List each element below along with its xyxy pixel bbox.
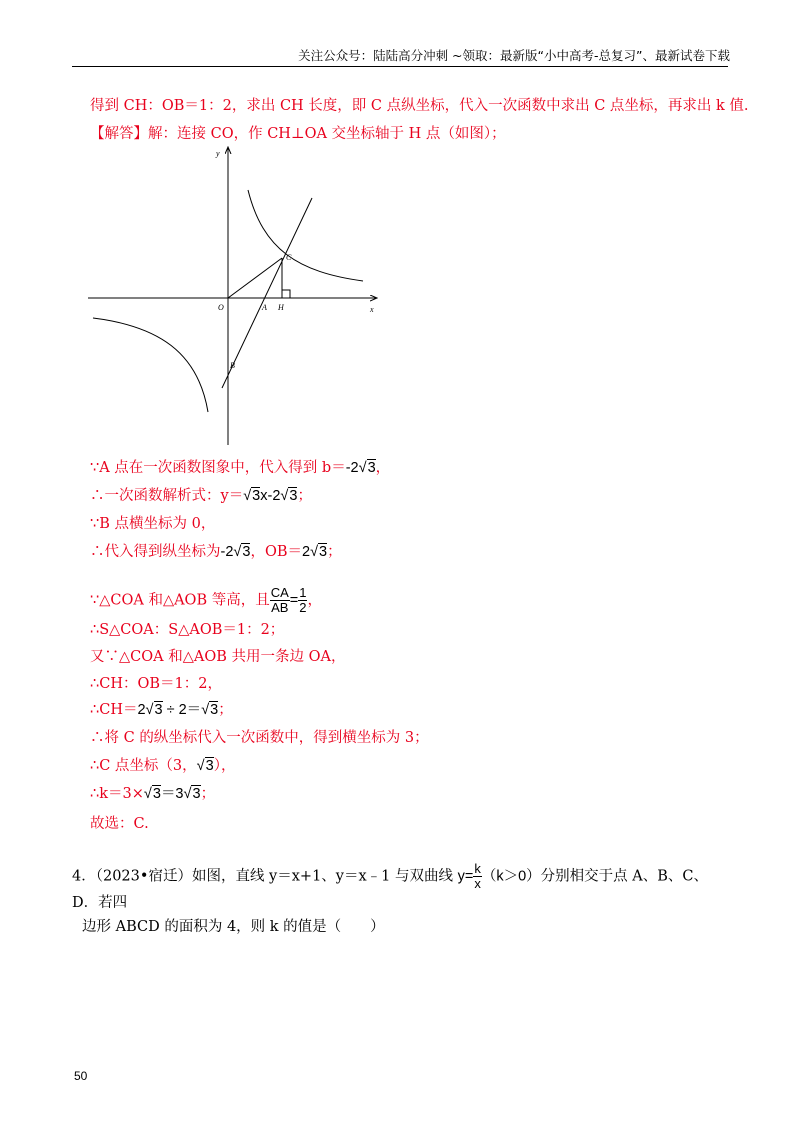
step-9: ∴CH＝2√3 ÷ 2＝√3；: [90, 702, 233, 718]
step-10: ∴将 C 的纵坐标代入一次函数中，得到横坐标为 3；: [90, 730, 429, 746]
function-graph: [88, 140, 388, 450]
fraction-k-over-x: $\frac{k}{x}$: [474, 861, 481, 891]
step-11: ∴C 点坐标（3，√3），: [90, 758, 236, 774]
label-C: C: [286, 253, 292, 262]
solution-line-1: 得到 CH：OB＝1：2，求出 CH 长度，即 C 点纵坐标，代入一次函数中求出 C 点坐标，再求出 k 值.: [90, 98, 749, 114]
step-13: 故选：C.: [90, 816, 149, 832]
fraction-one-half: $\frac{1}{2}$: [299, 585, 307, 615]
question-4: 4．（2023•宿迁）如图，直线 y＝x+1、y＝x﹣1 与双曲线 y= $\frac{k}{x}$ （k＞0）分别相交于点 A、B、C、D．若四 边形 ABCD 的面积为 4，则 k 的值是（ ）: [72, 861, 708, 935]
header-divider: [72, 66, 728, 67]
step-2: ∴一次函数解析式：y＝√3x-2√3；: [90, 488, 312, 504]
step-4: ∴代入得到纵坐标为-2√3，OB＝2√3；: [90, 544, 342, 560]
solution-line-2: 【解答】解：连接 CO，作 CH⊥OA 交坐标轴于 H 点（如图）；: [90, 126, 506, 142]
label-B: B: [230, 361, 235, 370]
fraction-ca-ab: $\frac{CA}{AB}$: [270, 585, 289, 615]
label-H: H: [278, 303, 284, 312]
step-12: ∴k＝3×√3＝3√3；: [90, 786, 216, 802]
label-A: A: [262, 303, 267, 312]
hyperbola-branch-2: [93, 318, 208, 412]
page-number: 50: [74, 1069, 88, 1083]
label-x: x: [370, 305, 374, 314]
label-O: O: [218, 303, 224, 312]
right-angle-mark: [282, 290, 290, 298]
step-6: ∴S△COA：S△AOB＝1：2；: [90, 622, 285, 638]
step-3: ∵B 点横坐标为 0，: [90, 516, 216, 532]
page-header: 关注公众号：陆陆高分冲刺 ~领取：最新版“小中高考-总复习”、最新试卷下载: [298, 48, 730, 63]
step-1: ∵A 点在一次函数图象中，代入得到 b＝-2√3，: [90, 460, 391, 476]
step-8: ∴CH：OB＝1：2，: [90, 676, 222, 692]
hyperbola-branch-1: [248, 190, 363, 281]
question-number: 4．: [72, 868, 96, 885]
step-7: 又∵△COA 和△AOB 共用一条边 OA，: [90, 649, 346, 665]
step-5: ∵△COA 和△AOB 等高，且 $\frac{CA}{AB}$ = $\frac{1}{2}$ ，: [90, 585, 322, 615]
label-y: y: [216, 149, 220, 158]
